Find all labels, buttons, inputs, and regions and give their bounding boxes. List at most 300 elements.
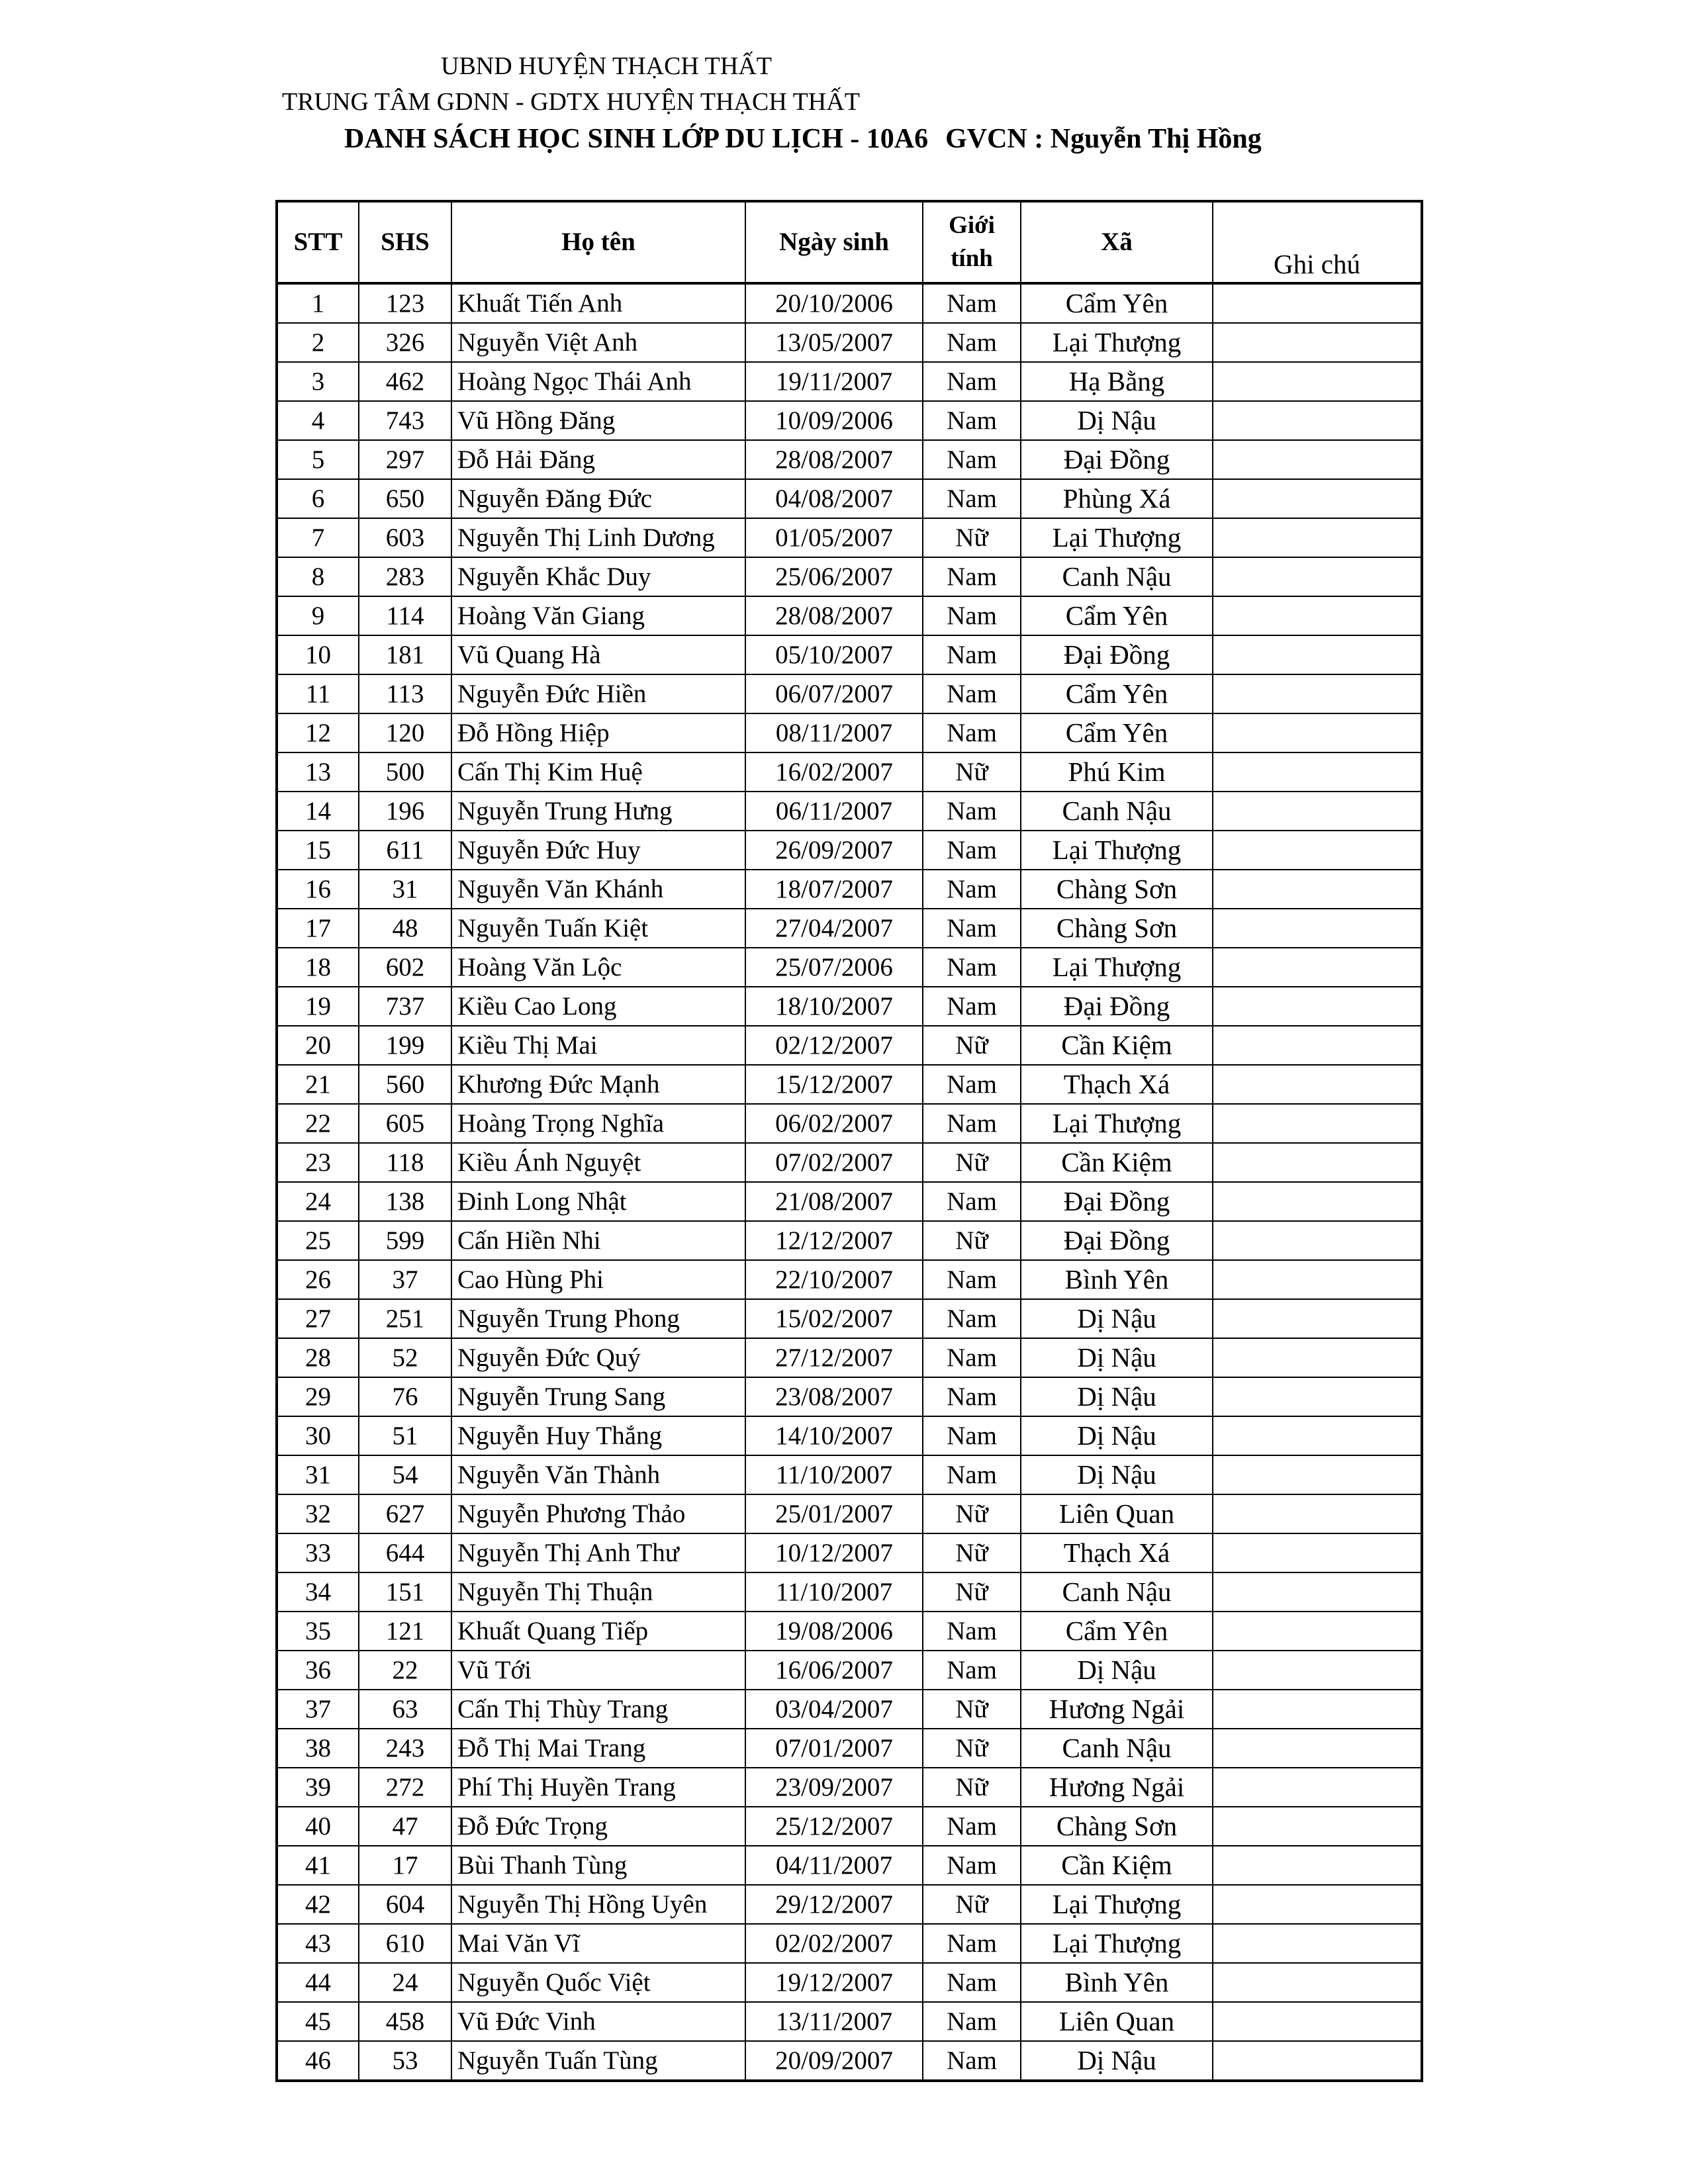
- cell-dob: 19/11/2007: [745, 362, 923, 401]
- table-row: [277, 1494, 1422, 1533]
- cell-note: [1213, 440, 1422, 479]
- cell-commune: Dị Nậu: [1021, 1651, 1213, 1690]
- cell-gender: Nữ: [923, 1221, 1021, 1260]
- cell-name: Nguyễn Phương Thảo: [451, 1494, 745, 1533]
- cell-note: [1213, 1065, 1422, 1104]
- cell-gender: Nữ: [923, 1885, 1021, 1924]
- cell-dob: 25/12/2007: [745, 1807, 923, 1846]
- table-row: [277, 362, 1422, 401]
- cell-note: [1213, 987, 1422, 1026]
- cell-dob: 02/02/2007: [745, 1924, 923, 1963]
- table-row: [277, 831, 1422, 870]
- cell-commune: Lại Thượng: [1021, 1924, 1213, 1963]
- cell-dob: 26/09/2007: [745, 831, 923, 870]
- cell-stt: 5: [277, 440, 359, 479]
- cell-note: [1213, 283, 1422, 323]
- cell-shs: 627: [359, 1494, 451, 1533]
- cell-name: Kiều Ánh Nguyệt: [451, 1143, 745, 1182]
- cell-commune: Lại Thượng: [1021, 323, 1213, 362]
- cell-shs: 37: [359, 1260, 451, 1299]
- cell-gender: Nam: [923, 362, 1021, 401]
- cell-name: Phí Thị Huyền Trang: [451, 1768, 745, 1807]
- table-row: [277, 2002, 1422, 2041]
- cell-note: [1213, 1768, 1422, 1807]
- cell-stt: 4: [277, 401, 359, 440]
- column-header-commune: Xã: [1021, 201, 1213, 283]
- cell-note: [1213, 870, 1422, 909]
- table-row: [277, 283, 1422, 323]
- cell-note: [1213, 635, 1422, 674]
- cell-dob: 18/07/2007: [745, 870, 923, 909]
- cell-note: [1213, 2041, 1422, 2081]
- cell-dob: 08/11/2007: [745, 713, 923, 752]
- cell-commune: Dị Nậu: [1021, 401, 1213, 440]
- table-row: [277, 1260, 1422, 1299]
- cell-stt: 32: [277, 1494, 359, 1533]
- cell-dob: 03/04/2007: [745, 1690, 923, 1729]
- cell-note: [1213, 948, 1422, 987]
- cell-commune: Bình Yên: [1021, 1260, 1213, 1299]
- cell-shs: 76: [359, 1377, 451, 1416]
- cell-shs: 54: [359, 1455, 451, 1494]
- cell-gender: Nữ: [923, 1533, 1021, 1572]
- table-row: [277, 1690, 1422, 1729]
- cell-shs: 63: [359, 1690, 451, 1729]
- column-header-name: Họ tên: [451, 201, 745, 283]
- table-row: [277, 987, 1422, 1026]
- cell-gender: Nam: [923, 1338, 1021, 1377]
- cell-note: [1213, 1651, 1422, 1690]
- cell-name: Nguyễn Thị Thuận: [451, 1572, 745, 1612]
- cell-stt: 37: [277, 1690, 359, 1729]
- cell-commune: Lại Thượng: [1021, 831, 1213, 870]
- cell-name: Nguyễn Trung Hưng: [451, 792, 745, 831]
- cell-gender: Nữ: [923, 1494, 1021, 1533]
- cell-commune: Liên Quan: [1021, 2002, 1213, 2041]
- cell-dob: 11/10/2007: [745, 1455, 923, 1494]
- table-row: [277, 1299, 1422, 1338]
- cell-name: Đỗ Thị Mai Trang: [451, 1729, 745, 1768]
- cell-shs: 123: [359, 283, 451, 323]
- cell-stt: 23: [277, 1143, 359, 1182]
- cell-commune: Hương Ngải: [1021, 1768, 1213, 1807]
- cell-note: [1213, 1612, 1422, 1651]
- cell-dob: 25/06/2007: [745, 557, 923, 596]
- cell-dob: 21/08/2007: [745, 1182, 923, 1221]
- cell-stt: 45: [277, 2002, 359, 2041]
- cell-commune: Dị Nậu: [1021, 1377, 1213, 1416]
- table-row: [277, 557, 1422, 596]
- cell-dob: 02/12/2007: [745, 1026, 923, 1065]
- cell-shs: 644: [359, 1533, 451, 1572]
- column-header-note: Ghi chú: [1213, 201, 1422, 283]
- cell-dob: 27/04/2007: [745, 909, 923, 948]
- column-header-gender-line2: tính: [951, 245, 993, 272]
- cell-gender: Nam: [923, 987, 1021, 1026]
- cell-shs: 113: [359, 674, 451, 713]
- cell-stt: 43: [277, 1924, 359, 1963]
- cell-name: Nguyễn Khắc Duy: [451, 557, 745, 596]
- cell-gender: Nữ: [923, 1729, 1021, 1768]
- cell-commune: Liên Quan: [1021, 1494, 1213, 1533]
- cell-note: [1213, 479, 1422, 518]
- cell-commune: Lại Thượng: [1021, 1885, 1213, 1924]
- cell-gender: Nam: [923, 1065, 1021, 1104]
- cell-gender: Nam: [923, 635, 1021, 674]
- cell-commune: Dị Nậu: [1021, 2041, 1213, 2081]
- cell-shs: 605: [359, 1104, 451, 1143]
- cell-shs: 326: [359, 323, 451, 362]
- cell-note: [1213, 831, 1422, 870]
- cell-gender: Nam: [923, 479, 1021, 518]
- cell-commune: Lại Thượng: [1021, 1104, 1213, 1143]
- cell-gender: Nam: [923, 674, 1021, 713]
- cell-note: [1213, 1533, 1422, 1572]
- cell-dob: 28/08/2007: [745, 596, 923, 635]
- cell-commune: Cần Kiệm: [1021, 1026, 1213, 1065]
- cell-name: Bùi Thanh Tùng: [451, 1846, 745, 1885]
- cell-commune: Cẩm Yên: [1021, 596, 1213, 635]
- cell-shs: 458: [359, 2002, 451, 2041]
- cell-dob: 15/12/2007: [745, 1065, 923, 1104]
- cell-name: Nguyễn Trung Phong: [451, 1299, 745, 1338]
- cell-dob: 13/05/2007: [745, 323, 923, 362]
- cell-name: Nguyễn Đăng Đức: [451, 479, 745, 518]
- cell-dob: 13/11/2007: [745, 2002, 923, 2041]
- cell-commune: Thạch Xá: [1021, 1533, 1213, 1572]
- cell-commune: Đại Đồng: [1021, 440, 1213, 479]
- table-row: [277, 1221, 1422, 1260]
- cell-commune: Bình Yên: [1021, 1963, 1213, 2002]
- cell-shs: 462: [359, 362, 451, 401]
- cell-gender: Nam: [923, 1260, 1021, 1299]
- cell-gender: Nam: [923, 1416, 1021, 1455]
- cell-shs: 604: [359, 1885, 451, 1924]
- cell-stt: 11: [277, 674, 359, 713]
- cell-stt: 36: [277, 1651, 359, 1690]
- cell-gender: Nữ: [923, 1572, 1021, 1612]
- cell-gender: Nam: [923, 323, 1021, 362]
- cell-name: Cấn Hiền Nhi: [451, 1221, 745, 1260]
- cell-note: [1213, 713, 1422, 752]
- cell-note: [1213, 1260, 1422, 1299]
- cell-name: Đỗ Hải Đăng: [451, 440, 745, 479]
- cell-gender: Nam: [923, 596, 1021, 635]
- cell-commune: Chàng Sơn: [1021, 870, 1213, 909]
- homeroom-teacher: GVCN : Nguyễn Thị Hồng: [945, 124, 1262, 154]
- cell-commune: Hương Ngải: [1021, 1690, 1213, 1729]
- cell-gender: Nam: [923, 713, 1021, 752]
- cell-commune: Lại Thượng: [1021, 948, 1213, 987]
- cell-gender: Nam: [923, 1455, 1021, 1494]
- cell-shs: 243: [359, 1729, 451, 1768]
- cell-gender: Nam: [923, 792, 1021, 831]
- cell-note: [1213, 323, 1422, 362]
- cell-gender: Nam: [923, 1651, 1021, 1690]
- cell-note: [1213, 2002, 1422, 2041]
- cell-note: [1213, 1885, 1422, 1924]
- cell-shs: 118: [359, 1143, 451, 1182]
- cell-gender: Nam: [923, 2002, 1021, 2041]
- cell-shs: 52: [359, 1338, 451, 1377]
- cell-gender: Nam: [923, 1104, 1021, 1143]
- cell-shs: 650: [359, 479, 451, 518]
- cell-note: [1213, 1377, 1422, 1416]
- cell-dob: 14/10/2007: [745, 1416, 923, 1455]
- cell-name: Hoàng Văn Lộc: [451, 948, 745, 987]
- cell-commune: Hạ Bằng: [1021, 362, 1213, 401]
- cell-gender: Nam: [923, 2041, 1021, 2081]
- cell-gender: Nam: [923, 1924, 1021, 1963]
- cell-commune: Dị Nậu: [1021, 1416, 1213, 1455]
- cell-name: Hoàng Ngọc Thái Anh: [451, 362, 745, 401]
- cell-stt: 26: [277, 1260, 359, 1299]
- cell-gender: Nữ: [923, 1143, 1021, 1182]
- cell-name: Nguyễn Huy Thắng: [451, 1416, 745, 1455]
- cell-commune: Đại Đồng: [1021, 635, 1213, 674]
- cell-name: Vũ Hồng Đăng: [451, 401, 745, 440]
- table-row: [277, 792, 1422, 831]
- cell-note: [1213, 557, 1422, 596]
- column-header-shs: SHS: [359, 201, 451, 283]
- cell-shs: 611: [359, 831, 451, 870]
- cell-stt: 35: [277, 1612, 359, 1651]
- cell-dob: 16/02/2007: [745, 752, 923, 792]
- cell-shs: 181: [359, 635, 451, 674]
- table-row: [277, 1377, 1422, 1416]
- cell-commune: Lại Thượng: [1021, 518, 1213, 557]
- table-row: [277, 596, 1422, 635]
- cell-shs: 599: [359, 1221, 451, 1260]
- cell-stt: 46: [277, 2041, 359, 2081]
- cell-dob: 29/12/2007: [745, 1885, 923, 1924]
- cell-stt: 39: [277, 1768, 359, 1807]
- cell-name: Nguyễn Đức Quý: [451, 1338, 745, 1377]
- cell-commune: Canh Nậu: [1021, 1729, 1213, 1768]
- cell-dob: 07/01/2007: [745, 1729, 923, 1768]
- table-row: [277, 1612, 1422, 1651]
- cell-note: [1213, 909, 1422, 948]
- cell-name: Vũ Đức Vinh: [451, 2002, 745, 2041]
- cell-gender: Nữ: [923, 752, 1021, 792]
- cell-commune: Cẩm Yên: [1021, 283, 1213, 323]
- cell-gender: Nam: [923, 1846, 1021, 1885]
- table-row: [277, 1416, 1422, 1455]
- cell-shs: 283: [359, 557, 451, 596]
- cell-commune: Chàng Sơn: [1021, 1807, 1213, 1846]
- cell-note: [1213, 1104, 1422, 1143]
- cell-note: [1213, 1924, 1422, 1963]
- cell-stt: 12: [277, 713, 359, 752]
- cell-stt: 41: [277, 1846, 359, 1885]
- cell-dob: 22/10/2007: [745, 1260, 923, 1299]
- cell-name: Nguyễn Đức Huy: [451, 831, 745, 870]
- cell-stt: 42: [277, 1885, 359, 1924]
- cell-shs: 743: [359, 401, 451, 440]
- cell-stt: 21: [277, 1065, 359, 1104]
- cell-gender: Nam: [923, 831, 1021, 870]
- cell-commune: Canh Nậu: [1021, 1572, 1213, 1612]
- cell-gender: Nam: [923, 909, 1021, 948]
- organization-line-1: UBND HUYỆN THẠCH THẤT: [441, 52, 772, 80]
- cell-gender: Nữ: [923, 518, 1021, 557]
- cell-note: [1213, 518, 1422, 557]
- cell-shs: 48: [359, 909, 451, 948]
- cell-stt: 7: [277, 518, 359, 557]
- cell-name: Hoàng Trọng Nghĩa: [451, 1104, 745, 1143]
- table-row: [277, 1065, 1422, 1104]
- table-row: [277, 1768, 1422, 1807]
- cell-note: [1213, 401, 1422, 440]
- cell-gender: Nữ: [923, 1768, 1021, 1807]
- table-row: [277, 1455, 1422, 1494]
- table-row: [277, 1729, 1422, 1768]
- cell-dob: 10/09/2006: [745, 401, 923, 440]
- cell-note: [1213, 674, 1422, 713]
- cell-dob: 07/02/2007: [745, 1143, 923, 1182]
- cell-dob: 20/10/2006: [745, 283, 923, 323]
- cell-commune: Canh Nậu: [1021, 557, 1213, 596]
- table-row: [277, 1143, 1422, 1182]
- cell-name: Cấn Thị Thùy Trang: [451, 1690, 745, 1729]
- cell-gender: Nam: [923, 948, 1021, 987]
- cell-shs: 603: [359, 518, 451, 557]
- cell-name: Nguyễn Đức Hiền: [451, 674, 745, 713]
- cell-name: Nguyễn Thị Linh Dương: [451, 518, 745, 557]
- cell-commune: Dị Nậu: [1021, 1299, 1213, 1338]
- cell-stt: 13: [277, 752, 359, 792]
- cell-gender: Nam: [923, 283, 1021, 323]
- cell-gender: Nam: [923, 1377, 1021, 1416]
- cell-stt: 29: [277, 1377, 359, 1416]
- table-row: [277, 1338, 1422, 1377]
- class-list-title: DANH SÁCH HỌC SINH LỚP DU LỊCH - 10A6: [344, 124, 929, 154]
- table-row: [277, 909, 1422, 948]
- cell-dob: 11/10/2007: [745, 1572, 923, 1612]
- cell-note: [1213, 596, 1422, 635]
- cell-name: Đỗ Hồng Hiệp: [451, 713, 745, 752]
- cell-dob: 23/09/2007: [745, 1768, 923, 1807]
- cell-name: Nguyễn Văn Thành: [451, 1455, 745, 1494]
- cell-shs: 196: [359, 792, 451, 831]
- cell-stt: 24: [277, 1182, 359, 1221]
- cell-stt: 16: [277, 870, 359, 909]
- organization-line-2: TRUNG TÂM GDNN - GDTX HUYỆN THẠCH THẤT: [282, 88, 860, 116]
- cell-note: [1213, 1494, 1422, 1533]
- cell-name: Đỗ Đức Trọng: [451, 1807, 745, 1846]
- cell-shs: 51: [359, 1416, 451, 1455]
- cell-stt: 22: [277, 1104, 359, 1143]
- cell-shs: 151: [359, 1572, 451, 1612]
- cell-note: [1213, 1143, 1422, 1182]
- cell-shs: 114: [359, 596, 451, 635]
- cell-shs: 602: [359, 948, 451, 987]
- cell-stt: 18: [277, 948, 359, 987]
- cell-stt: 8: [277, 557, 359, 596]
- table-row: [277, 440, 1422, 479]
- cell-shs: 17: [359, 1846, 451, 1885]
- cell-gender: Nam: [923, 1807, 1021, 1846]
- cell-note: [1213, 1182, 1422, 1221]
- cell-gender: Nam: [923, 1299, 1021, 1338]
- cell-name: Nguyễn Trung Sang: [451, 1377, 745, 1416]
- cell-stt: 1: [277, 283, 359, 323]
- cell-note: [1213, 1026, 1422, 1065]
- cell-name: Nguyễn Quốc Việt: [451, 1963, 745, 2002]
- cell-note: [1213, 792, 1422, 831]
- table-row: [277, 1533, 1422, 1572]
- table-row: [277, 752, 1422, 792]
- cell-dob: 20/09/2007: [745, 2041, 923, 2081]
- cell-stt: 14: [277, 792, 359, 831]
- cell-gender: Nam: [923, 557, 1021, 596]
- cell-gender: Nam: [923, 1612, 1021, 1651]
- cell-shs: 500: [359, 752, 451, 792]
- cell-name: Kiều Thị Mai: [451, 1026, 745, 1065]
- cell-note: [1213, 1572, 1422, 1612]
- cell-gender: Nam: [923, 1963, 1021, 2002]
- column-header-gender: [923, 201, 1021, 283]
- cell-stt: 2: [277, 323, 359, 362]
- cell-stt: 17: [277, 909, 359, 948]
- table-row: [277, 1885, 1422, 1924]
- cell-gender: Nữ: [923, 1690, 1021, 1729]
- cell-dob: 06/07/2007: [745, 674, 923, 713]
- table-body: [277, 283, 1422, 2081]
- table-row: [277, 635, 1422, 674]
- cell-name: Khuất Quang Tiếp: [451, 1612, 745, 1651]
- cell-name: Nguyễn Tuấn Kiệt: [451, 909, 745, 948]
- cell-dob: 25/01/2007: [745, 1494, 923, 1533]
- table-row: [277, 1651, 1422, 1690]
- cell-dob: 01/05/2007: [745, 518, 923, 557]
- table-row: [277, 1572, 1422, 1612]
- cell-commune: Phú Kim: [1021, 752, 1213, 792]
- document-title: [344, 123, 1262, 155]
- cell-note: [1213, 362, 1422, 401]
- cell-note: [1213, 1690, 1422, 1729]
- cell-shs: 53: [359, 2041, 451, 2081]
- cell-stt: 31: [277, 1455, 359, 1494]
- cell-commune: Cẩm Yên: [1021, 674, 1213, 713]
- cell-note: [1213, 1807, 1422, 1846]
- cell-name: Vũ Tới: [451, 1651, 745, 1690]
- cell-name: Nguyễn Việt Anh: [451, 323, 745, 362]
- cell-stt: 15: [277, 831, 359, 870]
- cell-gender: Nam: [923, 870, 1021, 909]
- cell-name: Vũ Quang Hà: [451, 635, 745, 674]
- cell-commune: Canh Nậu: [1021, 792, 1213, 831]
- cell-commune: Cần Kiệm: [1021, 1846, 1213, 1885]
- cell-commune: Dị Nậu: [1021, 1455, 1213, 1494]
- cell-note: [1213, 1416, 1422, 1455]
- cell-dob: 25/07/2006: [745, 948, 923, 987]
- cell-stt: 19: [277, 987, 359, 1026]
- cell-stt: 28: [277, 1338, 359, 1377]
- cell-name: Kiều Cao Long: [451, 987, 745, 1026]
- table-row: [277, 1807, 1422, 1846]
- cell-stt: 44: [277, 1963, 359, 2002]
- cell-dob: 04/11/2007: [745, 1846, 923, 1885]
- cell-commune: Đại Đồng: [1021, 987, 1213, 1026]
- table-row: [277, 713, 1422, 752]
- cell-shs: 737: [359, 987, 451, 1026]
- table-row: [277, 1924, 1422, 1963]
- cell-name: Nguyễn Thị Anh Thư: [451, 1533, 745, 1572]
- cell-shs: 272: [359, 1768, 451, 1807]
- cell-shs: 31: [359, 870, 451, 909]
- column-header-gender-line1: Giới: [949, 212, 995, 239]
